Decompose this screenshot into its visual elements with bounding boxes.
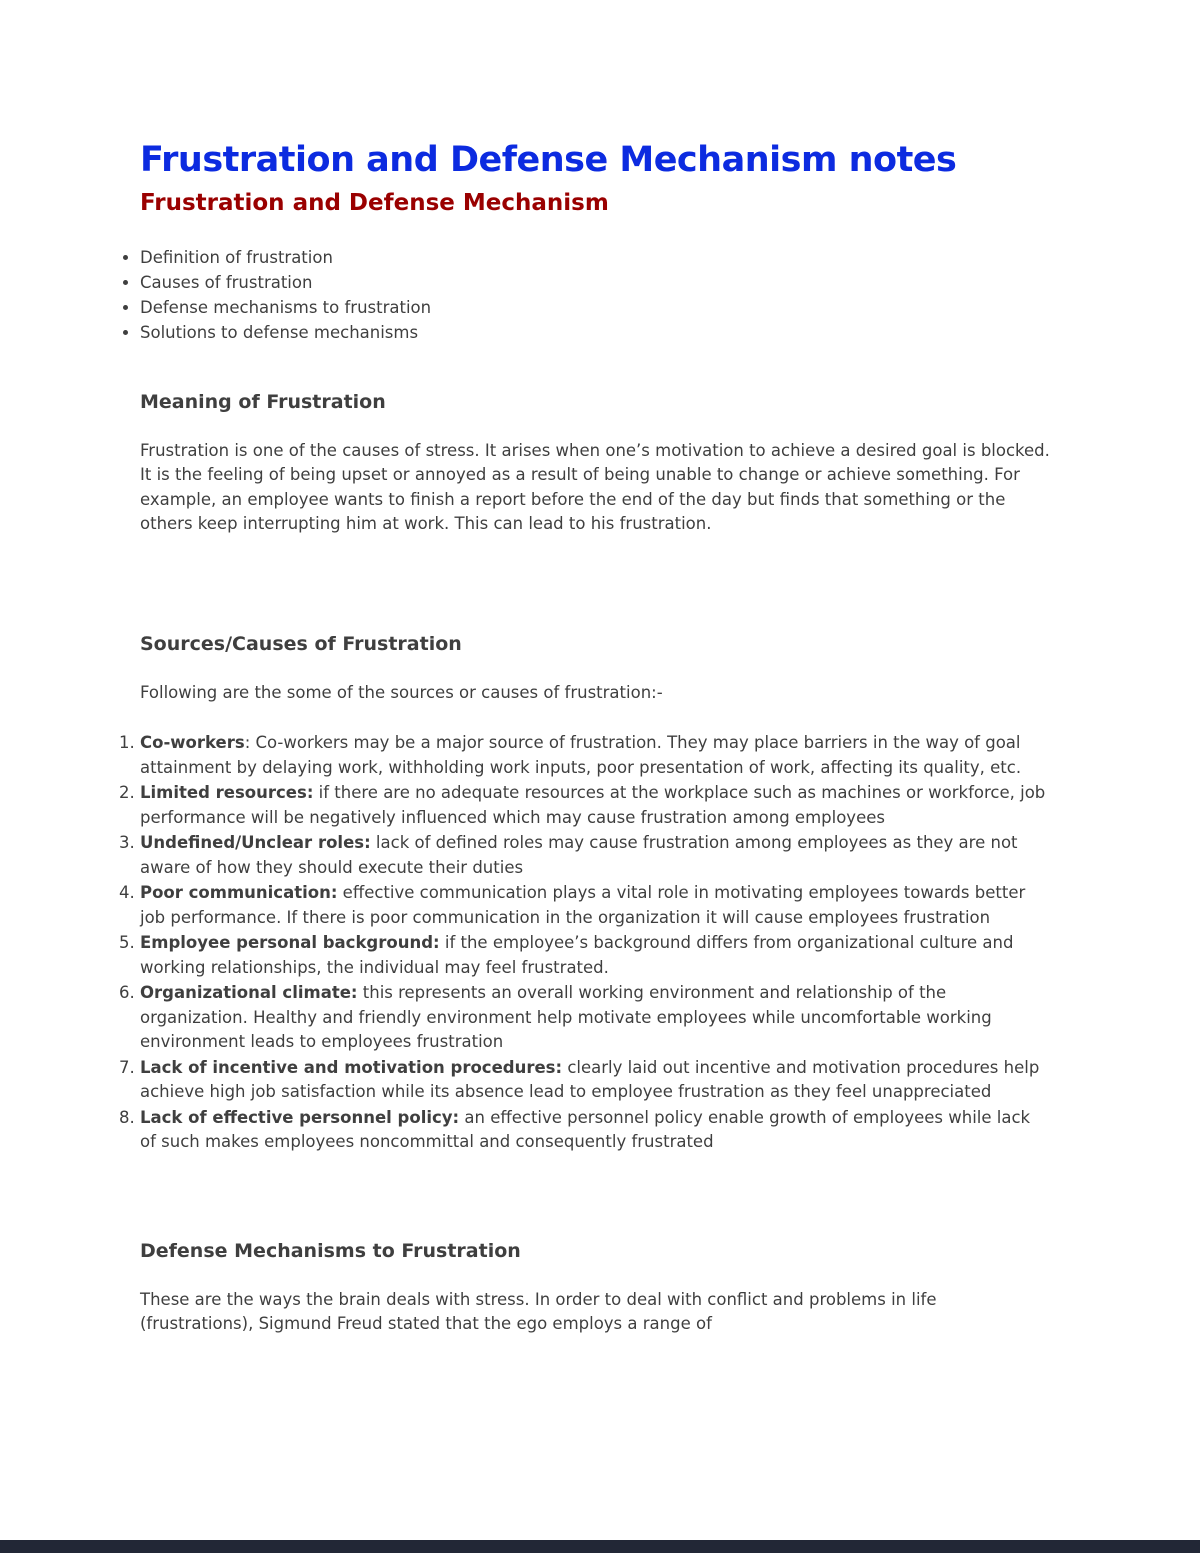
causes-intro: Following are the some of the sources or causes of frustration:- <box>140 682 663 702</box>
list-item: • Solutions to defense mechanisms <box>140 321 1050 345</box>
section-heading-defense: Defense Mechanisms to Frustration <box>140 1239 521 1262</box>
spacer <box>140 561 1050 633</box>
page-title: Frustration and Defense Mechanism notes <box>140 140 957 180</box>
list-item <box>140 881 1050 930</box>
cause-text: this represents an overall working environment and relationship of the organization. Healthy and friendly environment help motivate employees while uncomfortable working environment leads to employees frustration <box>140 983 992 1052</box>
cause-term: Limited resources: <box>140 783 314 803</box>
list-item: • Defense mechanisms to frustration <box>140 296 1050 320</box>
overview-bullet-list <box>140 246 1050 345</box>
list-item: • Definition of frustration <box>140 246 1050 270</box>
cause-text: clearly laid out incentive and motivation procedures help achieve high job satisfaction while its absence lead to employee frustration as they feel unappreciated <box>140 1057 1040 1102</box>
cause-term: Poor communication: <box>140 883 338 903</box>
list-item <box>140 781 1050 830</box>
cause-term: Lack of effective personnel policy: <box>140 1107 460 1127</box>
cause-term: Undefined/Unclear roles: <box>140 833 371 853</box>
cause-text: lack of defined roles may cause frustration among employees as they are not aware of how they should execute their duties <box>140 833 1018 877</box>
defense-paragraph: These are the ways the brain deals with stress. In order to deal with conflict and problems in life (frustrations), Sigmund Freud stated that the ego employs a range of <box>140 1289 937 1334</box>
cause-text: an effective personnel policy enable growth of employees while lack of such makes employees noncommittal and consequently frustrated <box>140 1107 1031 1152</box>
cause-text: if there are no adequate resources at the workplace such as machines or workforce, job performance will be negatively influenced which may cause frustration among employees <box>140 783 1046 827</box>
list-item <box>140 931 1050 980</box>
spacer <box>140 377 1050 391</box>
cause-text: effective communication plays a vital role in motivating employees towards better job performance. If there is poor communication in the organization it will cause employees frustration <box>140 883 1026 927</box>
page-subtitle: Frustration and Defense Mechanism <box>140 190 609 217</box>
list-item <box>140 981 1050 1055</box>
cause-term: Lack of incentive and motivation procedures: <box>140 1057 563 1077</box>
spacer <box>140 1156 1050 1240</box>
list-item <box>140 731 1050 780</box>
cause-text: if the employee’s background differs from organizational culture and working relationships, the individual may feel frustrated. <box>140 933 1014 977</box>
bottom-bar <box>0 1540 1200 1553</box>
cause-text: : Co-workers may be a major source of frustration. They may place barriers in the way of goal attainment by delaying work, withholding work inputs, poor presentation of work, affecting its quality, etc. <box>140 733 1022 777</box>
section-heading-meaning: Meaning of Frustration <box>140 390 386 413</box>
cause-term: Employee personal background: <box>140 933 440 953</box>
cause-term: Co-workers <box>140 733 245 753</box>
list-item <box>140 1056 1050 1105</box>
meaning-paragraph: Frustration is one of the causes of stress. It arises when one’s motivation to achieve a desired goal is blocked. It is the feeling of being upset or annoyed as a result of being unable to change or achieve something. For example, an employee wants to finish a report before the end of the day but finds that something or the others keep interrupting him at work. This can lead to his frustration. <box>140 440 1050 534</box>
list-item <box>140 1106 1050 1155</box>
list-item <box>140 831 1050 880</box>
cause-term: Organizational climate: <box>140 983 358 1003</box>
list-item: • Causes of frustration <box>140 271 1050 295</box>
section-heading-causes: Sources/Causes of Frustration <box>140 632 462 655</box>
causes-numbered-list <box>140 731 1050 1155</box>
